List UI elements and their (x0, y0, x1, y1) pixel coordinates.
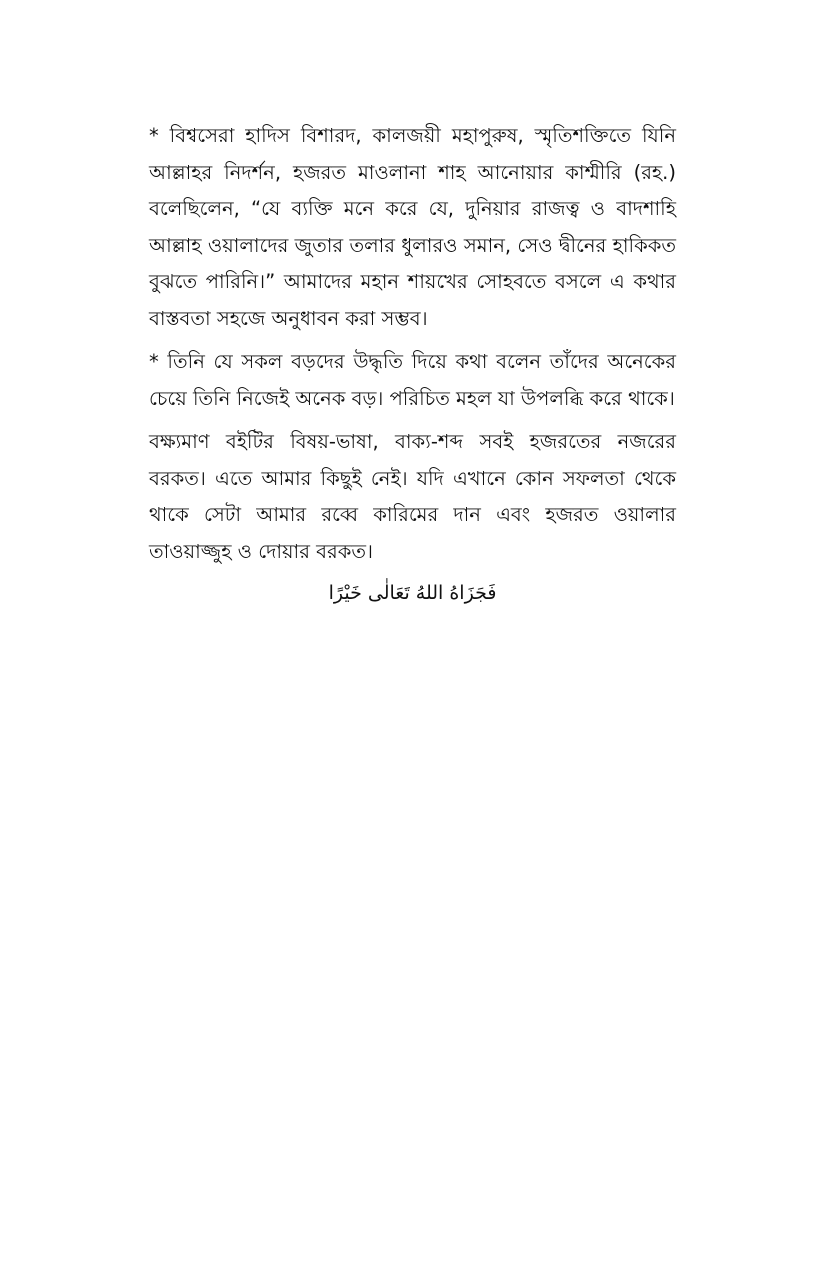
paragraph-greatness: * তিনি যে সকল বড়দের উদ্ধৃতি দিয়ে কথা বলেন তাঁদের অনেকের চেয়ে তিনি নিজেই অনেক বড়। পরিচিত মহল যা উপলব্ধি করে থাকে। (149, 350, 676, 410)
body-text (149, 118, 676, 608)
arabic-dua: فَجَزَاهُ اللهُ تَعَالٰى خَيْرًا (328, 582, 497, 604)
paragraph-tribute-kashmiri: * বিশ্বসেরা হাদিস বিশারদ, কালজয়ী মহাপুরুষ, স্মৃতিশক্তিতে যিনি আল্লাহর নিদর্শন, হজরত মাওলানা শাহ আনোয়ার কাশ্মীরি (রহ.) বলেছিলেন, “যে ব্যক্তি মনে করে যে, দুনিয়ার রাজত্ব ও বাদশাহি আল্লাহ ওয়ালাদের জুতার তলার ধুলারও সমান, সেও দ্বীনের হাকিকত বুঝতে পারিনি।” আমাদের মহান শায়খের সোহবতে বসলে এ কথার বাস্তবতা সহজে অনুধাবন করা সম্ভব। (149, 124, 676, 330)
paragraph-book-blessing: বক্ষ্যমাণ বইটির বিষয়-ভাষা, বাক্য-শব্দ সবই হজরতের নজরের বরকত। এতে আমার কিছুই নেই। যদি এখানে কোন সফলতা থেকে থাকে সেটা আমার রব্বে কারিমের দান এবং হজরত ওয়ালার তাওয়াজ্জুহ ও দোয়ার বরকত। (149, 430, 676, 563)
